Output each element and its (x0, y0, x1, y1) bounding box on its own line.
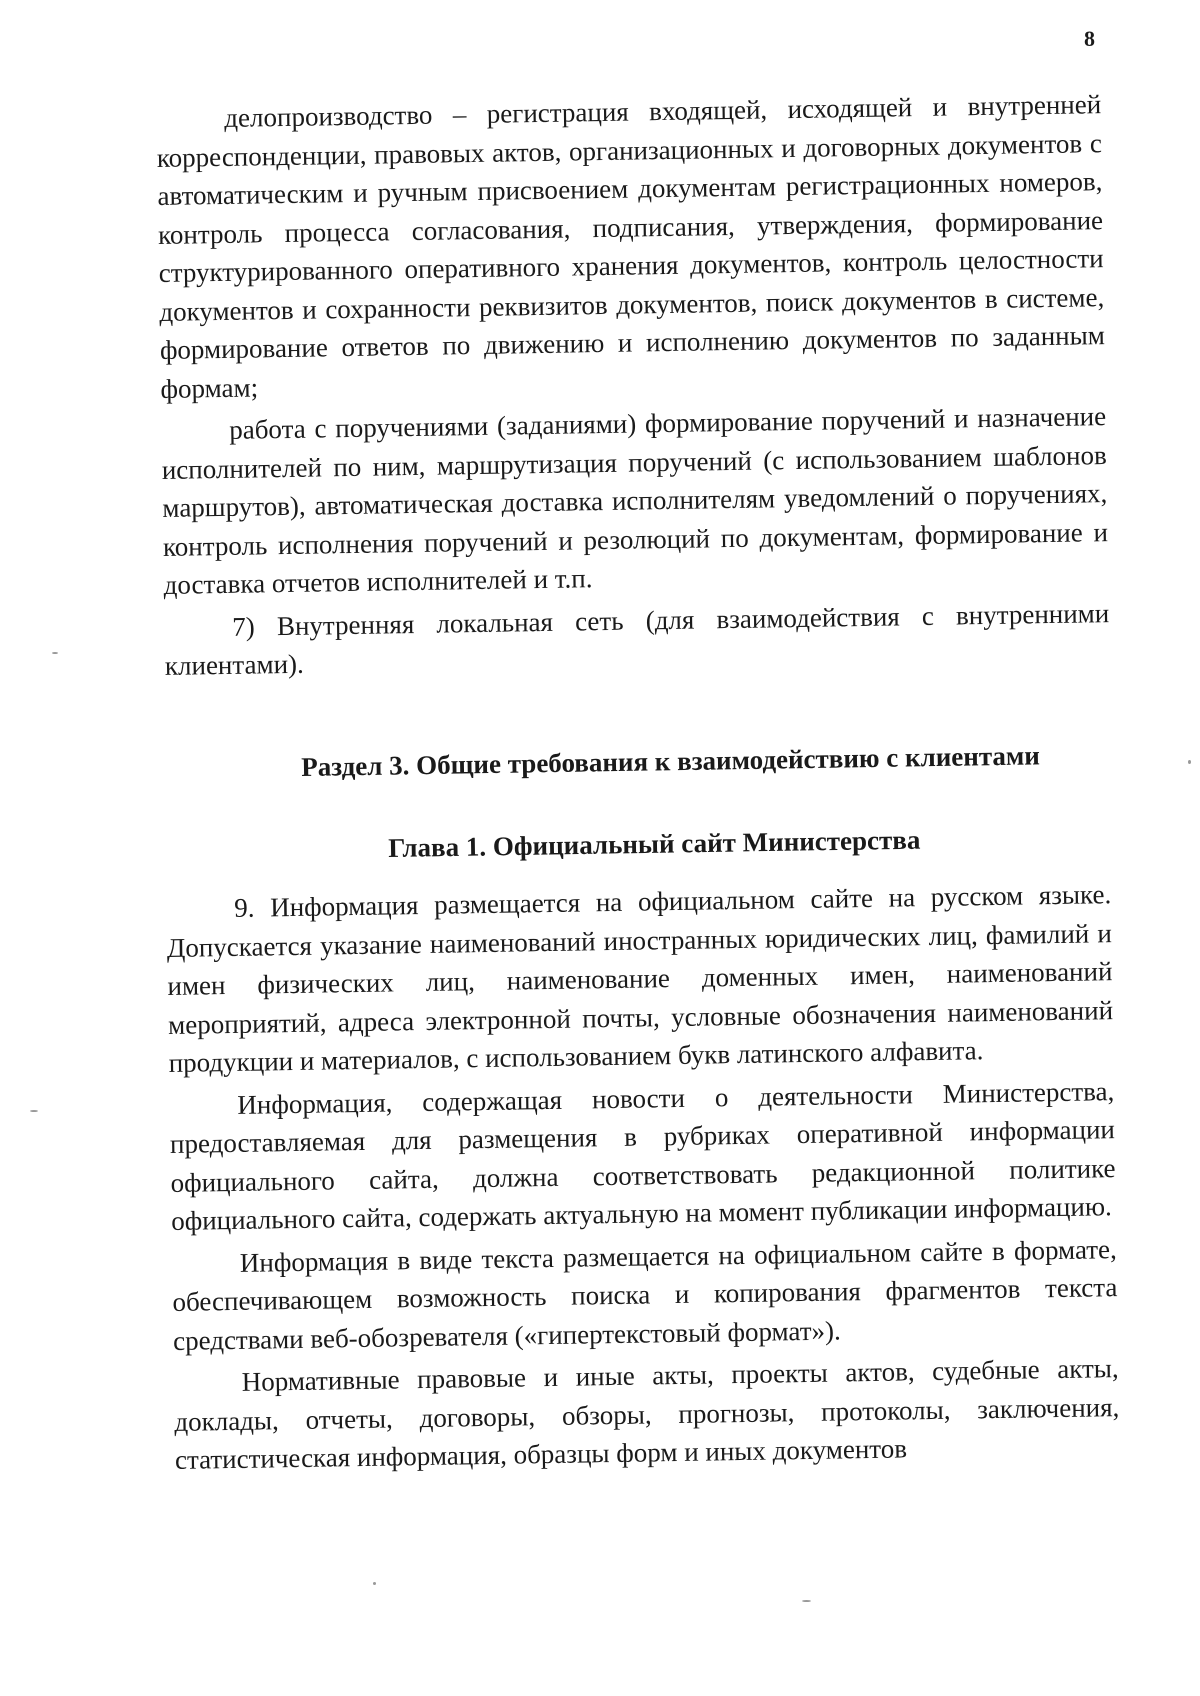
scan-speck (30, 1110, 38, 1112)
section-heading: Раздел 3. Общие требования к взаимодействию с клиентами (301, 740, 1041, 782)
paragraph-news-information: Информация, содержащая новости о деятельности Министерства, предоставляемая для размещения в рубриках оперативной информации официального сайта, должна соответствовать редакционной политике официального сайта, содержать актуальную на момент публикации информацию. (169, 1075, 1116, 1236)
scan-speck (802, 1600, 811, 1602)
body-text-bottom (166, 875, 1120, 1479)
chapter-heading: Глава 1. Официальный сайт Министерства (388, 824, 921, 863)
body-text-top (156, 85, 1110, 685)
paragraph-document-management: делопроизводство – регистрация входящей, исходящей и внутренней корреспонденции, правовых актов, организационных и договорных документов с автоматическим и ручным присвоением документам регистрационных номеров, контроль процесса согласования, подписания, утверждения, формирование структурированного оперативного хранения документов, контроль целостности документов и сохранности реквизитов документов, поиск документов в системе, формирование ответов по движению и исполнению документов по заданным формам; (156, 89, 1106, 404)
paragraph-local-network: 7) Внутренняя локальная сеть (для взаимодействия с внутренними клиентами). (164, 597, 1110, 681)
paragraph-text-format: Информация в виде текста размещается на официальном сайте в формате, обеспечивающем возможность поиска и копирования фрагментов текста средствами веб-обозревателя («гипертекстовый формат»). (172, 1233, 1118, 1356)
scan-speck (373, 1582, 376, 1585)
scan-speck (1188, 760, 1191, 764)
page-number: 8 (1084, 26, 1095, 51)
paragraph-language-requirement: 9. Информация размещается на официальном сайте на русском языке. Допускается указание наименований иностранных юридических лиц, фамилий и имен физических лиц, наименование доменных имен, наименований мероприятий, адреса электронной почты, условные обозначения наименований продукции и материалов, с использованием букв латинского алфавита. (166, 879, 1114, 1078)
paragraph-task-management: работа с поручениями (заданиями) формирование поручений и назначение исполнителей по ним, маршрутизация поручений (с использованием шаблонов маршрутов), автоматическая доставка исполнителям уведомлений о поручениях, контроль исполнения поручений и резолюций по документам, формирование и доставка отчетов исполнителей и т.п. (161, 401, 1109, 600)
paragraph-normative-acts: Нормативные правовые и иные акты, проекты актов, судебные акты, доклады, отчеты, договоры, обзоры, прогнозы, протоколы, заключения, статистическая информация, образцы форм и иных документов (174, 1353, 1120, 1475)
scan-speck (52, 652, 58, 654)
